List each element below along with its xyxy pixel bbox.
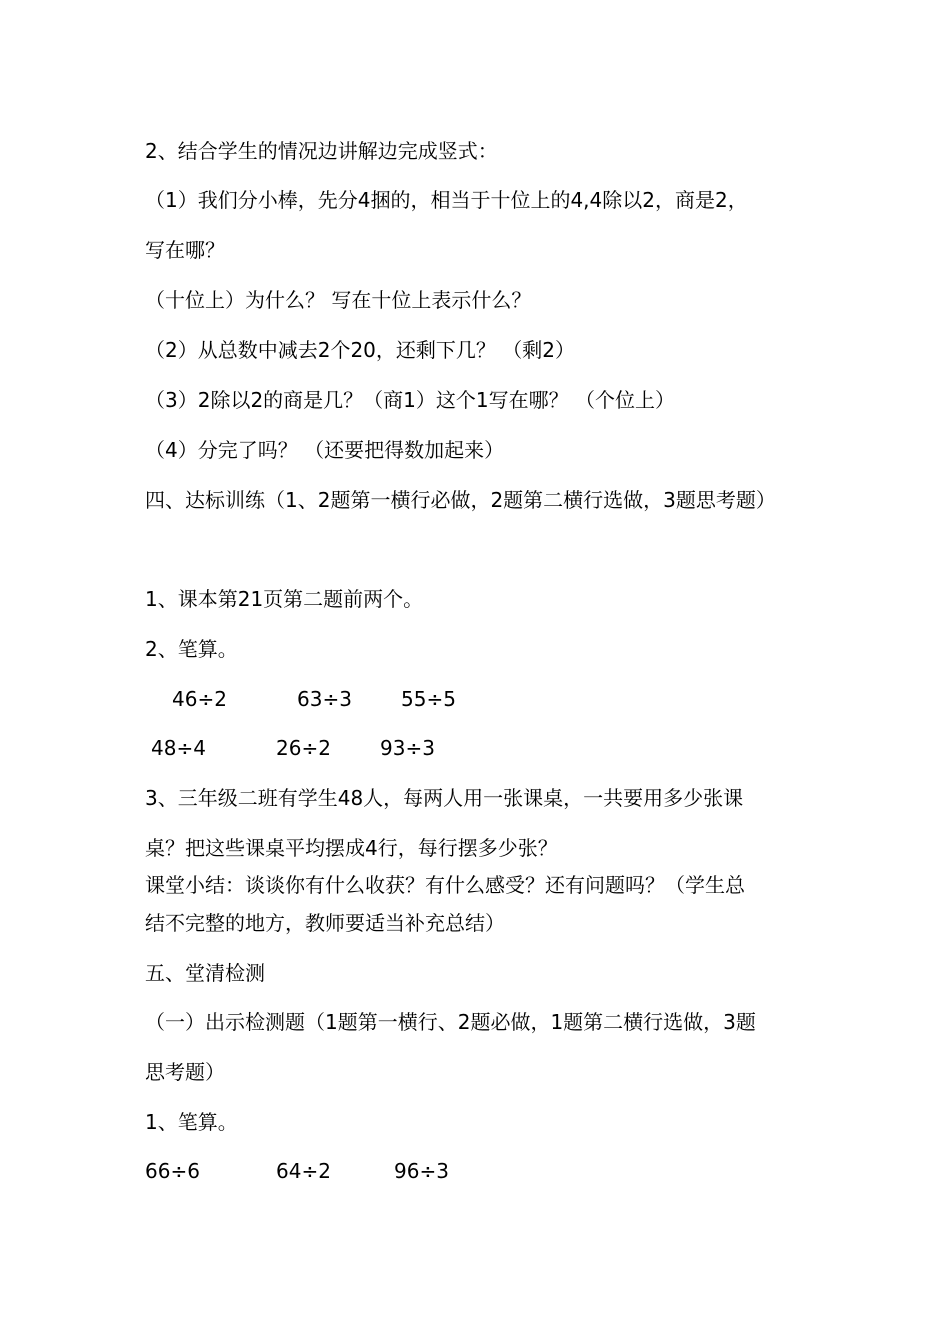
text-line: （一）出示检测题（1题第一横行、2题必做，1题第二横行选做，3题 bbox=[145, 1010, 756, 1034]
text-line: 2、结合学生的情况边讲解边完成竖式： bbox=[145, 139, 498, 163]
calc-item: 66÷6 bbox=[145, 1159, 200, 1183]
text-line: （十位上）为什么？ 写在十位上表示什么？ bbox=[145, 288, 532, 312]
calc-item: 96÷3 bbox=[394, 1159, 449, 1183]
calc-item: 93÷3 bbox=[380, 736, 435, 760]
section-heading: 五、堂清检测 bbox=[145, 961, 265, 985]
text-line: 1、课本第21页第二题前两个。 bbox=[145, 587, 424, 611]
text-line: 课堂小结：谈谈你有什么收获？有什么感受？还有问题吗？（学生总 bbox=[145, 873, 745, 897]
text-line: 结不完整的地方，教师要适当补充总结） bbox=[145, 911, 505, 935]
text-line: （3）2除以2的商是几？（商1）这个1写在哪？ （个位上） bbox=[145, 388, 675, 412]
calc-item: 63÷3 bbox=[297, 687, 352, 711]
text-line: 3、三年级二班有学生48人，每两人用一张课桌，一共要用多少张课 bbox=[145, 786, 744, 810]
text-line: （4）分完了吗？ （还要把得数加起来） bbox=[145, 438, 505, 462]
text-line: 1、笔算。 bbox=[145, 1110, 238, 1134]
section-heading: 四、达标训练（1、2题第一横行必做，2题第二横行选做，3题思考题） bbox=[145, 488, 776, 512]
text-line: （2）从总数中减去2个20，还剩下几？ （剩2） bbox=[145, 338, 575, 362]
text-line: 写在哪？ bbox=[145, 238, 225, 262]
text-line: （1）我们分小棒，先分4捆的，相当于十位上的4,4除以2，商是2， bbox=[145, 188, 748, 212]
calc-item: 26÷2 bbox=[276, 736, 331, 760]
text-line: 2、笔算。 bbox=[145, 637, 238, 661]
text-line: 思考题） bbox=[145, 1060, 225, 1084]
calc-item: 64÷2 bbox=[276, 1159, 331, 1183]
calc-item: 55÷5 bbox=[401, 687, 456, 711]
calc-item: 46÷2 bbox=[172, 687, 227, 711]
calc-item: 48÷4 bbox=[151, 736, 206, 760]
text-line: 桌？把这些课桌平均摆成4行，每行摆多少张？ bbox=[145, 836, 558, 860]
